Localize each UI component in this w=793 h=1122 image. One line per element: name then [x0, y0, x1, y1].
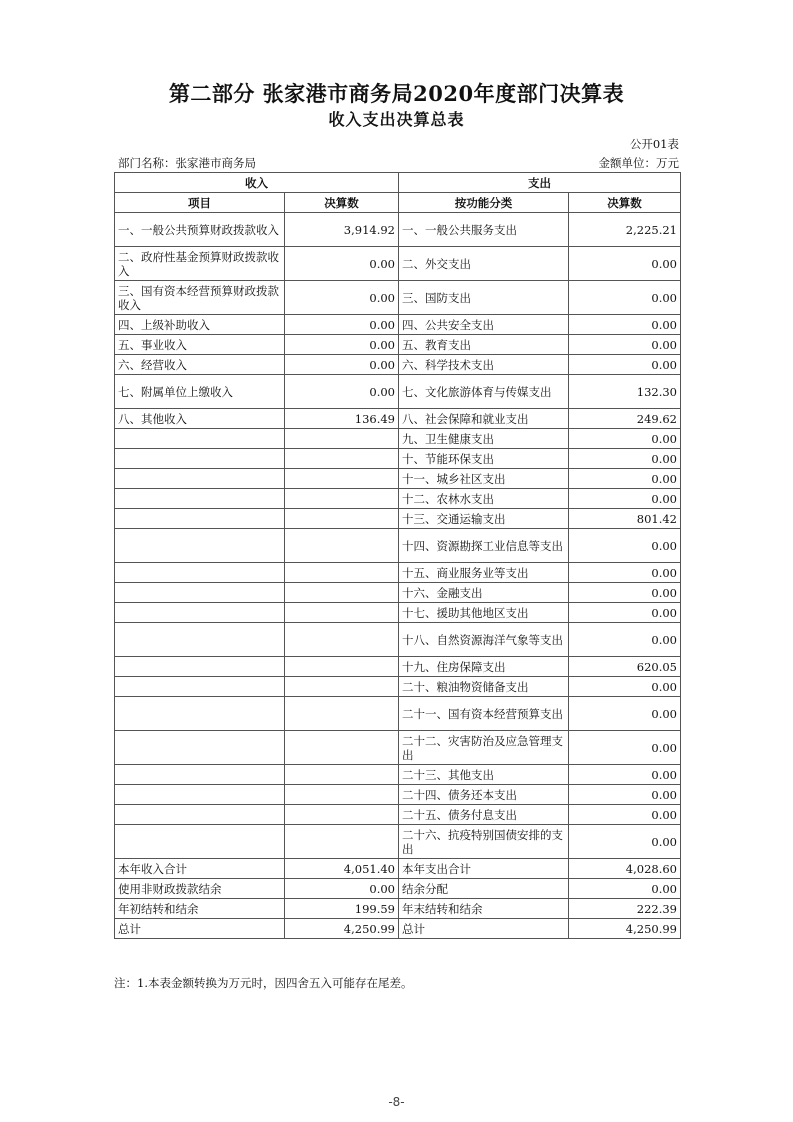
expense-amount-cell: 4,250.99: [569, 919, 681, 939]
income-item-cell: 本年收入合计: [115, 859, 285, 879]
income-amount-cell: [285, 825, 399, 859]
expense-item-cell: 本年支出合计: [399, 859, 569, 879]
income-amount-cell: [285, 785, 399, 805]
income-amount-cell: [285, 677, 399, 697]
income-amount-cell: [285, 469, 399, 489]
expense-amount-cell: 0.00: [569, 583, 681, 603]
income-item-cell: 一、一般公共预算财政拨款收入: [115, 213, 285, 247]
table-row: [115, 697, 681, 731]
table-row: [115, 623, 681, 657]
expense-item-cell: 六、科学技术支出: [399, 355, 569, 375]
income-amount-cell: [285, 429, 399, 449]
income-item-cell: 三、国有资本经营预算财政拨款收入: [115, 281, 285, 315]
table-row: [115, 731, 681, 765]
income-amount-cell: 136.49: [285, 409, 399, 429]
income-amount-cell: 0.00: [285, 281, 399, 315]
expense-amount-cell: 0.00: [569, 825, 681, 859]
expense-amount-cell: 132.30: [569, 375, 681, 409]
expense-amount-cell: 0.00: [569, 731, 681, 765]
table-body: [115, 213, 681, 939]
table-row: [115, 529, 681, 563]
expense-item-cell: 四、公共安全支出: [399, 315, 569, 335]
income-amount-cell: 0.00: [285, 335, 399, 355]
table-row: [115, 409, 681, 429]
expense-amount-cell: 620.05: [569, 657, 681, 677]
income-amount-header: 决算数: [285, 193, 399, 213]
income-item-cell: [115, 731, 285, 765]
income-amount-cell: 0.00: [285, 375, 399, 409]
income-item-cell: [115, 603, 285, 623]
table-row: [115, 825, 681, 859]
income-item-cell: [115, 697, 285, 731]
income-item-cell: [115, 489, 285, 509]
income-item-cell: [115, 657, 285, 677]
income-item-cell: [115, 449, 285, 469]
expense-item-cell: 七、文化旅游体育与传媒支出: [399, 375, 569, 409]
expense-amount-cell: 0.00: [569, 879, 681, 899]
expense-amount-cell: 0.00: [569, 315, 681, 335]
table-row: [115, 281, 681, 315]
expense-amount-cell: 0.00: [569, 355, 681, 375]
table-row: [115, 785, 681, 805]
table-row: [115, 805, 681, 825]
income-item-cell: [115, 677, 285, 697]
table-row: [115, 247, 681, 281]
table-row: [115, 899, 681, 919]
expense-amount-cell: 4,028.60: [569, 859, 681, 879]
income-amount-cell: [285, 623, 399, 657]
income-item-cell: 六、经营收入: [115, 355, 285, 375]
expense-item-cell: 二十一、国有资本经营预算支出: [399, 697, 569, 731]
income-header: 收入: [115, 173, 399, 193]
income-amount-cell: 0.00: [285, 315, 399, 335]
income-item-cell: 五、事业收入: [115, 335, 285, 355]
income-amount-cell: [285, 603, 399, 623]
income-amount-cell: [285, 805, 399, 825]
income-amount-cell: 4,250.99: [285, 919, 399, 939]
expense-amount-cell: 0.00: [569, 469, 681, 489]
income-item-cell: 总计: [115, 919, 285, 939]
expense-amount-cell: 0.00: [569, 623, 681, 657]
income-item-cell: [115, 765, 285, 785]
income-amount-cell: [285, 563, 399, 583]
income-item-cell: [115, 623, 285, 657]
expense-amount-cell: 0.00: [569, 785, 681, 805]
income-item-cell: 七、附属单位上缴收入: [115, 375, 285, 409]
function-header: 按功能分类: [399, 193, 569, 213]
expense-item-cell: 十一、城乡社区支出: [399, 469, 569, 489]
expense-amount-cell: 0.00: [569, 449, 681, 469]
expense-item-cell: 三、国防支出: [399, 281, 569, 315]
expense-item-cell: 二十、粮油物资储备支出: [399, 677, 569, 697]
income-amount-cell: [285, 529, 399, 563]
expense-amount-cell: 0.00: [569, 563, 681, 583]
expense-item-cell: 九、卫生健康支出: [399, 429, 569, 449]
expense-item-cell: 二十三、其他支出: [399, 765, 569, 785]
table-row: [115, 213, 681, 247]
income-amount-cell: 0.00: [285, 879, 399, 899]
unit-label: 金额单位：万元: [598, 156, 679, 170]
form-code: 公开01表: [629, 137, 679, 151]
expense-amount-cell: 0.00: [569, 603, 681, 623]
expense-item-cell: 二十五、债务付息支出: [399, 805, 569, 825]
expense-item-cell: 十四、资源勘探工业信息等支出: [399, 529, 569, 563]
department-label: 部门名称：张家港市商务局: [118, 156, 256, 170]
expense-item-cell: 十二、农林水支出: [399, 489, 569, 509]
expense-item-cell: 十八、自然资源海洋气象等支出: [399, 623, 569, 657]
table-row: [115, 919, 681, 939]
income-amount-cell: 3,914.92: [285, 213, 399, 247]
expense-amount-cell: 0.00: [569, 529, 681, 563]
income-amount-cell: [285, 449, 399, 469]
expense-amount-cell: 222.39: [569, 899, 681, 919]
expense-item-cell: 五、教育支出: [399, 335, 569, 355]
income-expense-table: [114, 172, 681, 939]
income-amount-cell: 4,051.40: [285, 859, 399, 879]
income-item-cell: [115, 529, 285, 563]
income-amount-cell: [285, 489, 399, 509]
table-row: [115, 677, 681, 697]
footnote: 注：1.本表金额转换为万元时，因四舍五入可能存在尾差。: [114, 976, 413, 990]
income-amount-cell: [285, 765, 399, 785]
expense-amount-cell: 0.00: [569, 677, 681, 697]
expense-amount-cell: 0.00: [569, 429, 681, 449]
expense-item-cell: 总计: [399, 919, 569, 939]
expense-item-cell: 十五、商业服务业等支出: [399, 563, 569, 583]
expense-item-cell: 十九、住房保障支出: [399, 657, 569, 677]
income-amount-cell: [285, 657, 399, 677]
expense-item-cell: 二十四、债务还本支出: [399, 785, 569, 805]
expense-amount-cell: 801.42: [569, 509, 681, 529]
table-subtitle: 收入支出决算总表: [328, 110, 465, 129]
expense-item-cell: 结余分配: [399, 879, 569, 899]
header-row-sub: [115, 193, 681, 213]
income-item-cell: [115, 429, 285, 449]
expense-amount-cell: 0.00: [569, 281, 681, 315]
table-row: [115, 859, 681, 879]
income-amount-cell: [285, 583, 399, 603]
income-amount-cell: 0.00: [285, 247, 399, 281]
expense-amount-cell: 0.00: [569, 697, 681, 731]
table-row: [115, 765, 681, 785]
income-item-cell: 八、其他收入: [115, 409, 285, 429]
income-item-cell: [115, 469, 285, 489]
item-header: 项目: [115, 193, 285, 213]
table-row: [115, 509, 681, 529]
income-item-cell: [115, 563, 285, 583]
income-item-cell: 使用非财政拨款结余: [115, 879, 285, 899]
expense-item-cell: 二十二、灾害防治及应急管理支出: [399, 731, 569, 765]
table-row: [115, 603, 681, 623]
expense-amount-cell: 0.00: [569, 335, 681, 355]
expense-amount-cell: 249.62: [569, 409, 681, 429]
income-amount-cell: [285, 697, 399, 731]
table-row: [115, 879, 681, 899]
expense-item-cell: 十、节能环保支出: [399, 449, 569, 469]
page-number: -8-: [388, 1095, 405, 1109]
table-row: [115, 375, 681, 409]
table-row: [115, 429, 681, 449]
expense-amount-cell: 0.00: [569, 489, 681, 509]
expense-amount-cell: 2,225.21: [569, 213, 681, 247]
expense-amount-cell: 0.00: [569, 765, 681, 785]
expense-item-cell: 二十六、抗疫特别国债安排的支出: [399, 825, 569, 859]
income-amount-cell: 0.00: [285, 355, 399, 375]
expense-item-cell: 十三、交通运输支出: [399, 509, 569, 529]
income-item-cell: [115, 805, 285, 825]
expense-amount-cell: 0.00: [569, 805, 681, 825]
income-amount-cell: 199.59: [285, 899, 399, 919]
expense-item-cell: 二、外交支出: [399, 247, 569, 281]
income-item-cell: 四、上级补助收入: [115, 315, 285, 335]
income-item-cell: [115, 785, 285, 805]
table-row: [115, 469, 681, 489]
document-title: 第二部分 张家港市商务局2020年度部门决算表: [168, 81, 625, 106]
table-row: [115, 563, 681, 583]
expense-item-cell: 八、社会保障和就业支出: [399, 409, 569, 429]
table-row: [115, 489, 681, 509]
income-item-cell: [115, 509, 285, 529]
expense-item-cell: 年末结转和结余: [399, 899, 569, 919]
header-row-top: [115, 173, 681, 193]
expense-header: 支出: [399, 173, 681, 193]
income-item-cell: [115, 825, 285, 859]
table-row: [115, 583, 681, 603]
table-row: [115, 355, 681, 375]
expense-amount-cell: 0.00: [569, 247, 681, 281]
table-row: [115, 657, 681, 677]
income-amount-cell: [285, 731, 399, 765]
income-item-cell: 年初结转和结余: [115, 899, 285, 919]
expense-amount-header: 决算数: [569, 193, 681, 213]
table-row: [115, 335, 681, 355]
income-amount-cell: [285, 509, 399, 529]
expense-item-cell: 十六、金融支出: [399, 583, 569, 603]
expense-item-cell: 一、一般公共服务支出: [399, 213, 569, 247]
table-row: [115, 315, 681, 335]
income-item-cell: [115, 583, 285, 603]
expense-item-cell: 十七、援助其他地区支出: [399, 603, 569, 623]
income-item-cell: 二、政府性基金预算财政拨款收入: [115, 247, 285, 281]
table-row: [115, 449, 681, 469]
